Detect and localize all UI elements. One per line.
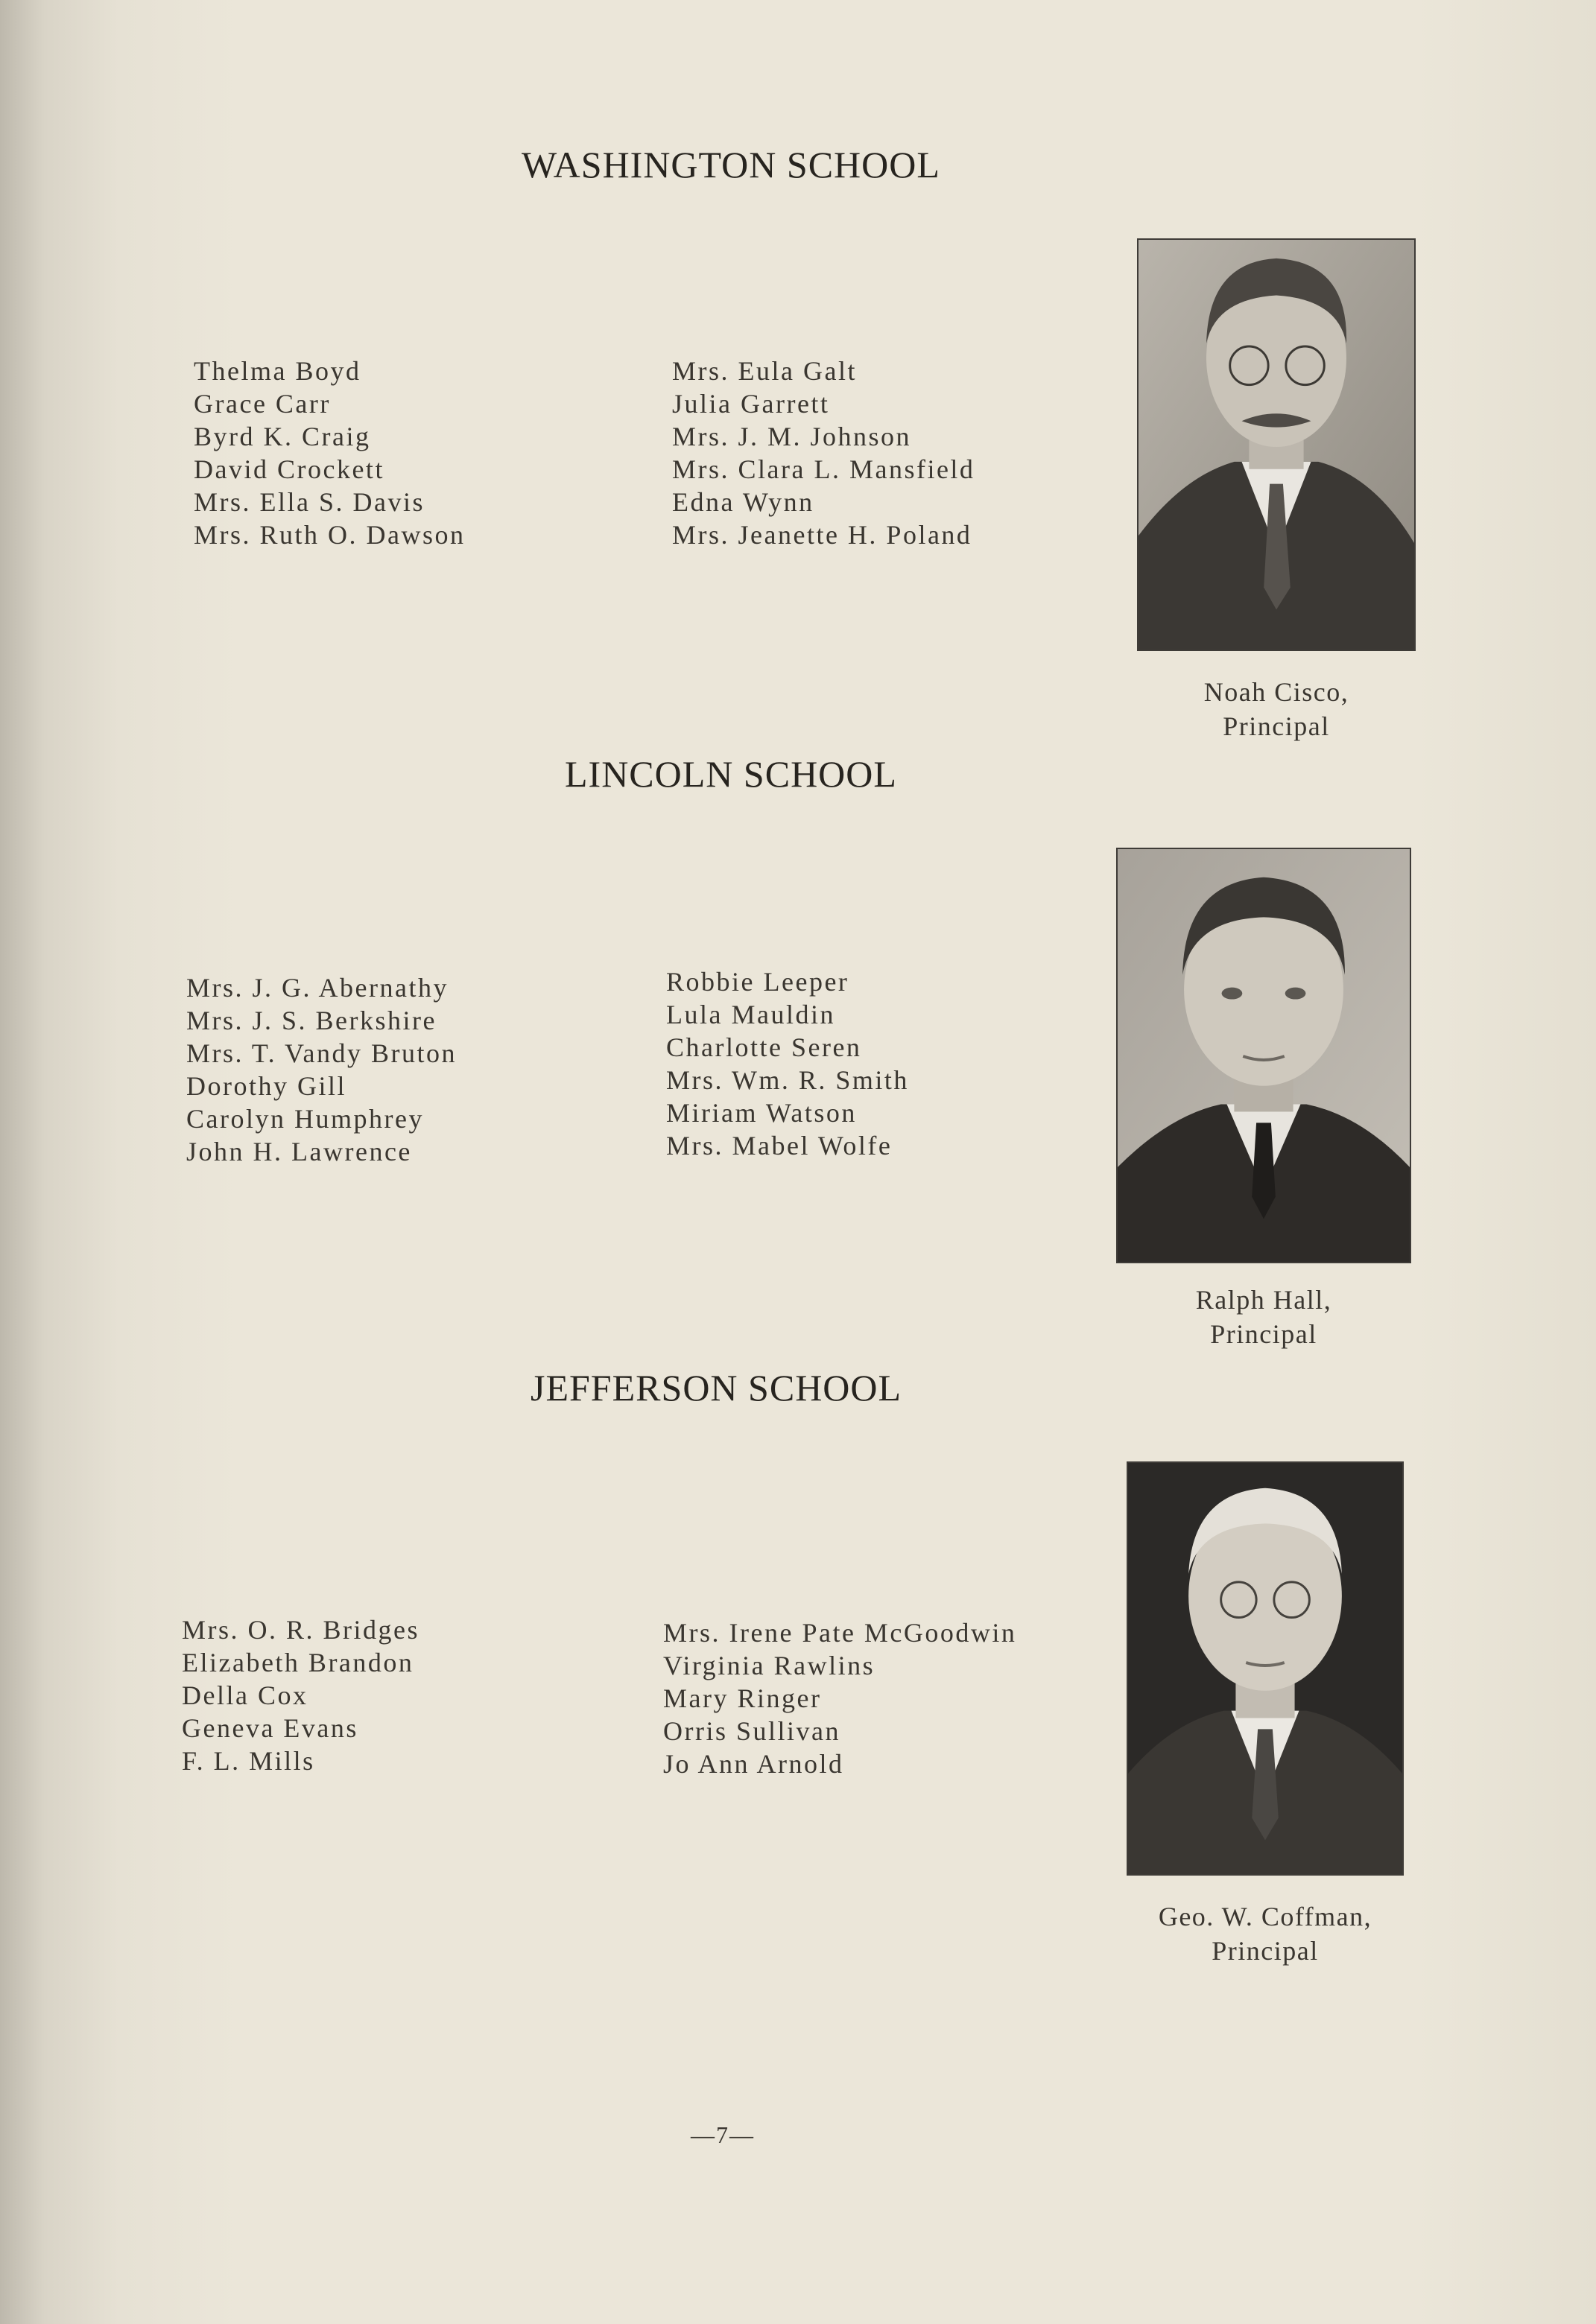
teacher-list-left [194,355,466,551]
teacher-name: Mrs. J. G. Abernathy [186,973,449,1003]
teacher-name: John H. Lawrence [186,1137,412,1166]
teacher-list-right [666,965,909,1162]
teacher-name: Mrs. Eula Galt [672,356,857,386]
teacher-name: Della Cox [182,1680,308,1710]
principal-name: Ralph Hall, [1195,1285,1332,1315]
teacher-name: Virginia Rawlins [663,1651,875,1680]
teacher-list-right [663,1616,1016,1780]
teacher-name: Mrs. Mabel Wolfe [666,1131,893,1161]
teacher-name: Grace Carr [194,389,331,419]
portrait-image [1128,1463,1402,1874]
teacher-name: Mrs. Jeanette H. Poland [672,520,972,550]
principal-portrait-photo [1137,238,1416,651]
teacher-name: F. L. Mills [182,1746,315,1776]
principal-caption [1137,675,1416,743]
principal-name: Geo. W. Coffman, [1158,1902,1372,1931]
teacher-name: Thelma Boyd [194,356,361,386]
teacher-name: Mrs. Wm. R. Smith [666,1065,909,1095]
teacher-name: Charlotte Seren [666,1032,862,1062]
teacher-name: Mrs. Irene Pate McGoodwin [663,1618,1017,1648]
principal-name: Noah Cisco, [1203,677,1349,707]
teacher-list-right [672,355,975,551]
principal-portrait-photo [1116,848,1411,1263]
teacher-name: Mrs. J. M. Johnson [672,422,912,451]
portrait-image [1118,849,1410,1262]
section-title: JEFFERSON SCHOOL [531,1367,902,1409]
teacher-name: Mrs. Ruth O. Dawson [194,520,466,550]
teacher-list-left [182,1613,419,1777]
teacher-name: Miriam Watson [666,1098,857,1128]
teacher-name: Edna Wynn [672,487,814,517]
principal-caption [1097,1899,1434,1968]
teacher-name: Dorothy Gill [186,1071,346,1101]
portrait-image [1139,240,1414,650]
principal-role: Principal [1212,1936,1319,1966]
principal-role: Principal [1210,1319,1317,1349]
page-number: —7— [691,2121,755,2148]
teacher-name: Geneva Evans [182,1713,358,1743]
teacher-name: Mrs. Ella S. Davis [194,487,425,517]
teacher-name: Carolyn Humphrey [186,1104,424,1134]
teacher-list-left [186,971,457,1168]
principal-portrait-photo [1127,1461,1404,1876]
teacher-name: Mrs. T. Vandy Bruton [186,1038,457,1068]
principal-role: Principal [1223,711,1330,741]
section-title: WASHINGTON SCHOOL [522,144,940,185]
teacher-name: Byrd K. Craig [194,422,371,451]
teacher-name: Mrs. J. S. Berkshire [186,1006,437,1035]
teacher-name: Orris Sullivan [663,1716,840,1746]
teacher-name: Mary Ringer [663,1683,822,1713]
teacher-name: Lula Mauldin [666,1000,835,1029]
principal-caption [1116,1283,1411,1351]
teacher-name: David Crockett [194,454,384,484]
teacher-name: Mrs. Clara L. Mansfield [672,454,975,484]
teacher-name: Jo Ann Arnold [663,1749,844,1779]
teacher-name: Elizabeth Brandon [182,1648,414,1677]
teacher-name: Julia Garrett [672,389,830,419]
teacher-name: Mrs. O. R. Bridges [182,1615,420,1645]
section-title: LINCOLN SCHOOL [565,753,897,795]
teacher-name: Robbie Leeper [666,967,849,997]
